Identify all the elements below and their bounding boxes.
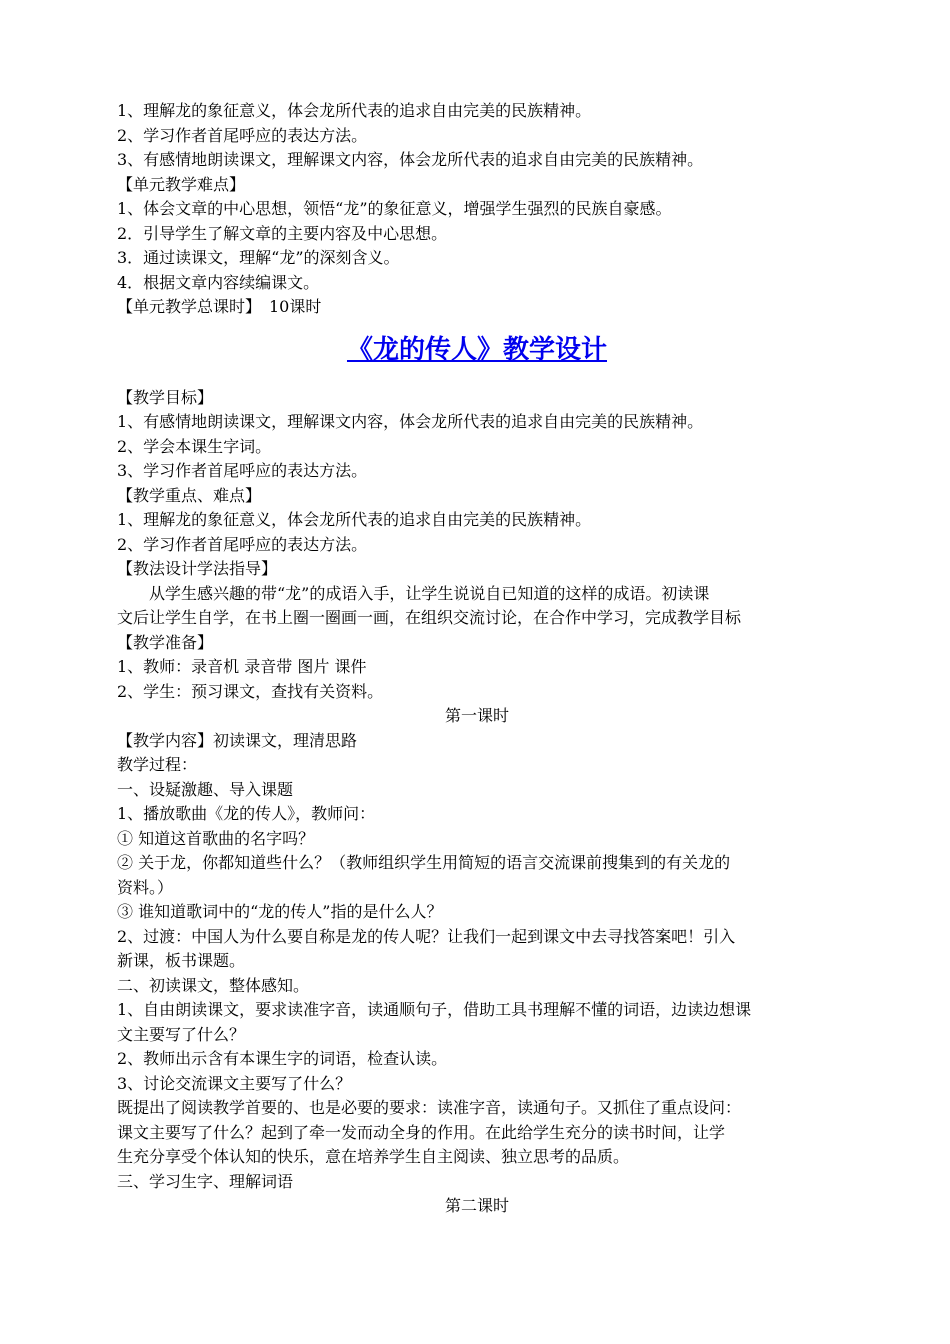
- lesson1-line-3: 一、设疑激趣、导入课题: [117, 779, 294, 799]
- prep-heading: 【教学准备】: [117, 632, 214, 652]
- goals-heading: 【教学目标】: [117, 387, 214, 407]
- lesson1-line-9: 2、过渡：中国人为什么要自称是龙的传人呢？让我们一起到课文中去寻找答案吧！引入: [117, 926, 736, 946]
- lesson1-line-7: 资料。）: [117, 877, 174, 897]
- lesson1-label: 第一课时: [444, 706, 509, 725]
- unit-line-3: 3、有感情地朗读课文，理解课文内容，体会龙所代表的追求自由完美的民族精神。: [117, 150, 704, 169]
- lesson1-line-8: ③ 谁知道歌词中的“龙的传人”指的是什么人？: [117, 902, 443, 921]
- prep-item-1: 1、教师：录音机 录音带 图片 课件: [117, 657, 367, 676]
- lesson1-line-15: 3、讨论交流课文主要写了什么？: [117, 1073, 352, 1093]
- key-points-heading: 【教学重点、难点】: [117, 485, 262, 505]
- goal-item-3: 3、学习作者首尾呼应的表达方法。: [117, 461, 368, 480]
- prep-item-2: 2、学生：预习课文，查找有关资料。: [117, 681, 384, 701]
- unit-difficulty-1: 1、体会文章的中心思想，领悟“龙”的象征意义，增强学生强烈的民族自豪感。: [117, 199, 672, 218]
- unit-line-2: 2、学习作者首尾呼应的表达方法。: [117, 125, 368, 145]
- document-body: [117, 99, 837, 1219]
- key-point-1: 1、理解龙的象征意义，体会龙所代表的追求自由完美的民族精神。: [117, 510, 592, 529]
- lesson1-line-17: 课文主要写了什么？起到了牵一发而动全身的作用。在此给学生充分的读书时间，让学: [117, 1122, 726, 1142]
- unit-total-hours: 【单元教学总课时】 10课时: [117, 297, 322, 316]
- lesson1-line-14: 2、教师出示含有本课生字的词语，检查认读。: [117, 1049, 448, 1068]
- lesson1-line-16: 既提出了阅读教学首要的、也是必要的要求：读准字音，读通句子。又抓住了重点设问：: [117, 1098, 742, 1117]
- unit-difficulty-4: 4．根据文章内容续编课文。: [117, 272, 320, 292]
- goal-item-2: 2、学会本课生字词。: [117, 436, 272, 456]
- lesson1-line-5: ① 知道这首歌曲的名字吗？: [117, 828, 315, 848]
- lesson1-line-2: 教学过程：: [117, 755, 198, 774]
- lesson1-line-6: ② 关于龙，你都知道些什么？（教师组织学生用简短的语言交流课前搜集到的有关龙的: [117, 853, 731, 872]
- lesson1-line-18: 生充分享受个体认知的快乐，意在培养学生自主阅读、独立思考的品质。: [117, 1147, 630, 1166]
- method-heading: 【教法设计学法指导】: [117, 559, 278, 578]
- lesson1-line-4: 1、播放歌曲《龙的传人》，教师问：: [117, 804, 376, 823]
- unit-line-1: 1、理解龙的象征意义，体会龙所代表的追求自由完美的民族精神。: [117, 101, 592, 120]
- lesson-title-link[interactable]: 《龙的传人》教学设计: [346, 334, 607, 365]
- lesson1-line-13: 文主要写了什么？: [117, 1024, 246, 1044]
- method-line-2: 文后让学生自学，在书上圈一圈画一画，在组织交流讨论，在合作中学习，完成教学目标: [117, 608, 742, 627]
- lesson1-line-11: 二、初读课文，整体感知。: [117, 975, 310, 995]
- unit-difficulty-heading: 【单元教学难点】: [117, 174, 246, 194]
- lesson2-label: 第二课时: [444, 1196, 509, 1215]
- lesson-title-block: [117, 320, 837, 386]
- unit-difficulty-3: 3．通过读课文，理解“龙”的深刻含义。: [117, 248, 400, 267]
- lesson1-line-12: 1、自由朗读课文，要求读准字音，读通顺句子，借助工具书理解不懂的词语，边读边想课: [117, 1000, 752, 1019]
- lesson1-line-10: 新课，板书课题。: [117, 951, 246, 970]
- goal-item-1: 1、有感情地朗读课文，理解课文内容，体会龙所代表的追求自由完美的民族精神。: [117, 412, 704, 431]
- unit-difficulty-2: 2．引导学生了解文章的主要内容及中心思想。: [117, 223, 448, 243]
- lesson1-line-19: 三、学习生字、理解词语: [117, 1171, 294, 1191]
- method-line-1: 从学生感兴趣的带“龙”的成语入手，让学生说说自已知道的这样的成语。初读课: [149, 583, 710, 603]
- key-point-2: 2、学习作者首尾呼应的表达方法。: [117, 534, 368, 554]
- lesson1-line-1: 【教学内容】初读课文，理清思路: [117, 730, 358, 750]
